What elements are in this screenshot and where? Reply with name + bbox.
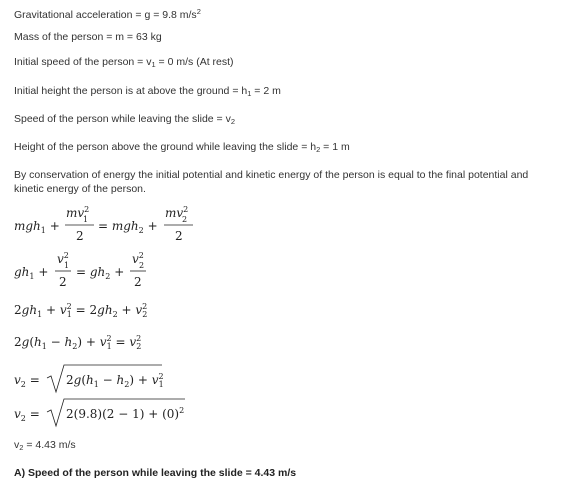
svg-text:v2: $v^2$ (132, 251, 144, 266)
svg-text:mv2: $mv^2$ (165, 205, 189, 220)
equation-mass-cancelled (14, 251, 146, 289)
equation-doubled (14, 302, 147, 319)
conservation-explanation: By conservation of energy the initial potential and kinetic energy of the person is equal to the final potential and kinetic energy of the person. (14, 169, 529, 195)
svg-text:v2 =: $v_2$ = (14, 373, 40, 389)
svg-text:2g(h1 − h2) + v21 = v22: $2g(h_1 - h_2) + v^2$ $1 = v^2$ 2 (14, 334, 142, 351)
given-final-speed: Speed of the person while leaving the slide = $v_2$ (14, 113, 236, 126)
svg-text:2: 2 (134, 275, 142, 289)
equation-energy-conservation (14, 205, 193, 243)
final-answer: A) Speed of the person while leaving the slide = 4.43 m/s (14, 467, 297, 479)
svg-text:v2: $v^2$ (57, 251, 69, 266)
given-gravity: Gravitational acceleration = g = 9.8 $m/s^2$ (14, 7, 201, 21)
equation-v2-formula (14, 365, 164, 392)
svg-text:1: 1 (64, 261, 70, 270)
svg-text:2: 2 (175, 229, 183, 243)
svg-text:2: 2 (76, 229, 84, 243)
result-line: $v_2 = 4.43$ m/s (14, 439, 76, 452)
equation-factored (14, 334, 141, 351)
given-final-height: Height of the person above the ground while leaving the slide = $h_2 = 1$ m (14, 141, 350, 154)
equation-v2-substituted (14, 399, 185, 426)
svg-text:2gh1 + v21 = 2gh2 + v22: $2gh_1 + v^2$ $1 = 2gh_2 + v^2$ 2 (14, 302, 148, 319)
given-initial-height: Initial height the person is at above the ground = $h_1 = 2$ m (14, 85, 281, 98)
svg-text:= gh2 +: = $gh_2$ + (76, 265, 125, 281)
svg-text:= mgh2 +: = mgh$_2$ + (98, 219, 158, 235)
svg-text:2: 2 (59, 275, 67, 289)
svg-text:mgh1 +: mgh$_1$ + (14, 219, 60, 235)
svg-text:2: 2 (182, 215, 188, 224)
given-initial-speed: Initial speed of the person = $v_1 = 0$ m/s (At rest) (14, 56, 234, 69)
svg-text:1: 1 (83, 215, 89, 224)
svg-text:v2 =: $v_2$ = (14, 407, 40, 423)
svg-text:gh1 +: $gh_1$ + (14, 265, 49, 281)
svg-text:mv2: $mv^2$ (66, 205, 90, 220)
given-mass: Mass of the person = m = 63 kg (14, 31, 162, 43)
svg-text:2g(h1 − h2) + v21: $2g(h_1 - h_2) + v^2$ 1 (66, 372, 164, 389)
svg-text:2(9.8)(2 − 1) + (0)2: $2(9.8)(2 - 1) + (0)^2$ (66, 406, 185, 421)
svg-text:2: 2 (139, 261, 145, 270)
